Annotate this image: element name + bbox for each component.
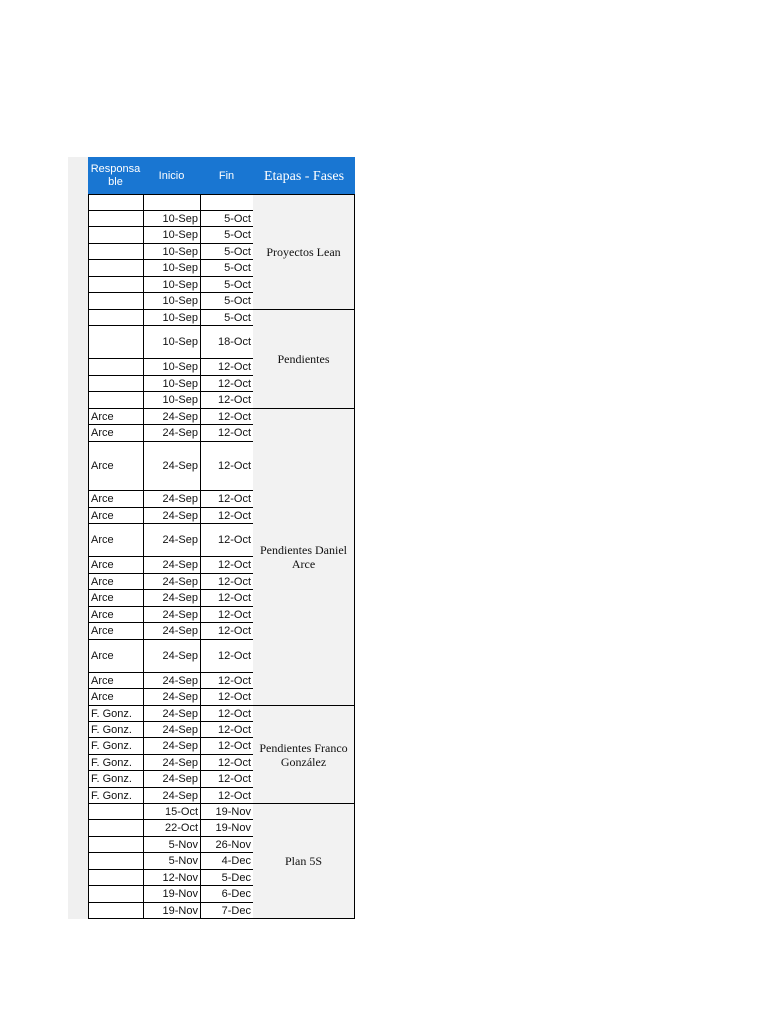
inicio-cell[interactable]: 24-Sep — [144, 409, 201, 424]
inicio-cell[interactable]: 24-Sep — [144, 491, 201, 507]
fin-cell[interactable]: 5-Oct — [201, 227, 254, 243]
responsable-cell[interactable] — [89, 837, 144, 852]
fin-cell[interactable]: 12-Oct — [201, 788, 254, 803]
responsable-cell[interactable]: Arce — [89, 640, 144, 672]
responsable-cell[interactable]: Arce — [89, 508, 144, 523]
fin-cell[interactable]: 5-Dec — [201, 870, 254, 885]
phase-column — [253, 195, 355, 919]
responsable-cell[interactable] — [89, 227, 144, 243]
table-row — [89, 623, 254, 640]
inicio-cell[interactable]: 10-Sep — [144, 310, 201, 325]
table-row — [89, 590, 254, 607]
table-row — [89, 722, 254, 738]
table-row — [89, 442, 254, 491]
inicio-cell[interactable]: 10-Sep — [144, 277, 201, 292]
responsable-cell[interactable]: Arce — [89, 689, 144, 705]
responsable-cell[interactable]: F. Gonz. — [89, 738, 144, 754]
fin-cell[interactable]: 12-Oct — [201, 409, 254, 424]
fin-cell[interactable]: 12-Oct — [201, 508, 254, 523]
fin-cell[interactable]: 6-Dec — [201, 886, 254, 902]
header-responsable: Responsa ble — [88, 157, 143, 195]
table-row — [89, 409, 254, 425]
inicio-cell[interactable] — [144, 195, 201, 210]
fin-cell[interactable]: 26-Nov — [201, 837, 254, 852]
table-row — [89, 771, 254, 788]
table-row — [89, 260, 254, 277]
inicio-cell[interactable]: 24-Sep — [144, 755, 201, 770]
phase-cell[interactable]: Pendientes Daniel Arce — [253, 409, 355, 706]
inicio-cell[interactable]: 19-Nov — [144, 886, 201, 902]
table-row — [89, 640, 254, 673]
fin-cell[interactable]: 12-Oct — [201, 673, 254, 688]
responsable-cell[interactable] — [89, 326, 144, 358]
inicio-cell[interactable]: 24-Sep — [144, 524, 201, 556]
inicio-cell[interactable]: 24-Sep — [144, 574, 201, 589]
fin-cell[interactable]: 12-Oct — [201, 640, 254, 672]
table-row — [89, 293, 254, 310]
table-row — [89, 359, 254, 376]
inicio-cell[interactable]: 24-Sep — [144, 689, 201, 705]
responsable-cell[interactable] — [89, 804, 144, 819]
inicio-cell[interactable]: 10-Sep — [144, 227, 201, 243]
responsable-cell[interactable] — [89, 277, 144, 292]
inicio-cell[interactable]: 24-Sep — [144, 738, 201, 754]
inicio-cell[interactable]: 24-Sep — [144, 508, 201, 523]
table-row — [89, 706, 254, 722]
fin-cell[interactable]: 12-Oct — [201, 623, 254, 639]
table-row — [89, 886, 254, 903]
inicio-cell[interactable]: 24-Sep — [144, 706, 201, 721]
phase-cell[interactable]: Plan 5S — [253, 804, 355, 919]
table-row — [89, 804, 254, 820]
header-inicio: Inicio — [143, 157, 200, 195]
row-gutter — [68, 157, 88, 919]
table-row — [89, 788, 254, 804]
table-row — [89, 903, 254, 919]
inicio-cell[interactable]: 10-Sep — [144, 392, 201, 408]
fin-cell[interactable]: 12-Oct — [201, 771, 254, 787]
inicio-cell[interactable]: 5-Nov — [144, 853, 201, 869]
fin-cell[interactable]: 12-Oct — [201, 557, 254, 573]
inicio-cell[interactable]: 22-Oct — [144, 820, 201, 836]
fin-cell[interactable]: 12-Oct — [201, 376, 254, 391]
table-row — [89, 310, 254, 326]
fin-cell[interactable]: 12-Oct — [201, 738, 254, 754]
responsable-cell[interactable]: Arce — [89, 425, 144, 441]
table-row — [89, 738, 254, 755]
responsable-cell[interactable]: Arce — [89, 491, 144, 507]
table-row — [89, 607, 254, 623]
table-row — [89, 870, 254, 886]
table-row — [89, 689, 254, 706]
table-row — [89, 508, 254, 524]
responsable-cell[interactable]: Arce — [89, 574, 144, 589]
table-row — [89, 227, 254, 244]
fin-cell[interactable]: 7-Dec — [201, 903, 254, 918]
inicio-cell[interactable]: 10-Sep — [144, 260, 201, 276]
responsable-cell[interactable] — [89, 211, 144, 226]
table-row — [89, 820, 254, 837]
table-row — [89, 425, 254, 442]
inicio-cell[interactable]: 24-Sep — [144, 771, 201, 787]
responsable-cell[interactable]: Arce — [89, 442, 144, 490]
inicio-cell[interactable]: 10-Sep — [144, 211, 201, 226]
inicio-cell[interactable]: 24-Sep — [144, 425, 201, 441]
inicio-cell[interactable]: 24-Sep — [144, 788, 201, 803]
inicio-cell[interactable]: 10-Sep — [144, 326, 201, 358]
fin-cell[interactable]: 5-Oct — [201, 211, 254, 226]
fin-cell[interactable]: 12-Oct — [201, 425, 254, 441]
responsable-cell[interactable]: Arce — [89, 590, 144, 606]
fin-cell[interactable]: 18-Oct — [201, 326, 254, 358]
responsable-cell[interactable]: F. Gonz. — [89, 755, 144, 770]
fin-cell[interactable]: 12-Oct — [201, 392, 254, 408]
table-row — [89, 755, 254, 771]
table-row — [89, 673, 254, 689]
responsable-cell[interactable]: Arce — [89, 623, 144, 639]
fin-cell[interactable]: 12-Oct — [201, 442, 254, 490]
fin-cell[interactable]: 5-Oct — [201, 277, 254, 292]
header-fin: Fin — [200, 157, 253, 195]
fin-cell[interactable]: 12-Oct — [201, 607, 254, 622]
responsable-cell[interactable] — [89, 376, 144, 391]
responsable-cell[interactable] — [89, 244, 144, 259]
responsable-cell[interactable]: F. Gonz. — [89, 771, 144, 787]
inicio-cell[interactable]: 10-Sep — [144, 376, 201, 391]
responsable-cell[interactable]: F. Gonz. — [89, 788, 144, 803]
inicio-cell[interactable]: 10-Sep — [144, 359, 201, 375]
responsable-cell[interactable] — [89, 853, 144, 869]
fin-cell[interactable]: 4-Dec — [201, 853, 254, 869]
fin-cell[interactable]: 19-Nov — [201, 820, 254, 836]
inicio-cell[interactable]: 5-Nov — [144, 837, 201, 852]
responsable-cell[interactable]: F. Gonz. — [89, 706, 144, 721]
table-row — [89, 326, 254, 359]
inicio-cell[interactable]: 15-Oct — [144, 804, 201, 819]
table-row — [89, 195, 254, 211]
fin-cell[interactable]: 12-Oct — [201, 755, 254, 770]
header-etapas-fases: Etapas - Fases — [253, 157, 355, 195]
inicio-cell[interactable]: 10-Sep — [144, 293, 201, 309]
fin-cell[interactable]: 5-Oct — [201, 310, 254, 325]
phase-cell[interactable]: Pendientes Franco González — [253, 706, 355, 804]
inicio-cell[interactable]: 24-Sep — [144, 623, 201, 639]
fin-cell[interactable] — [201, 195, 254, 210]
fin-cell[interactable]: 12-Oct — [201, 359, 254, 375]
responsable-cell[interactable] — [89, 870, 144, 885]
fin-cell[interactable]: 19-Nov — [201, 804, 254, 819]
phase-cell[interactable]: Pendientes — [253, 310, 355, 409]
table-row — [89, 574, 254, 590]
fin-cell[interactable]: 12-Oct — [201, 491, 254, 507]
responsable-cell[interactable]: Arce — [89, 409, 144, 424]
inicio-cell[interactable]: 12-Nov — [144, 870, 201, 885]
fin-cell[interactable]: 12-Oct — [201, 590, 254, 606]
responsable-cell[interactable]: F. Gonz. — [89, 722, 144, 737]
schedule-table — [88, 195, 254, 919]
inicio-cell[interactable]: 24-Sep — [144, 590, 201, 606]
inicio-cell[interactable]: 24-Sep — [144, 557, 201, 573]
fin-cell[interactable]: 12-Oct — [201, 722, 254, 737]
responsable-cell[interactable] — [89, 886, 144, 902]
table-row — [89, 277, 254, 293]
responsable-cell[interactable]: Arce — [89, 524, 144, 556]
fin-cell[interactable]: 12-Oct — [201, 689, 254, 705]
inicio-cell[interactable]: 19-Nov — [144, 903, 201, 918]
inicio-cell[interactable]: 24-Sep — [144, 673, 201, 688]
responsable-cell[interactable] — [89, 820, 144, 836]
fin-cell[interactable]: 12-Oct — [201, 706, 254, 721]
fin-cell[interactable]: 12-Oct — [201, 524, 254, 556]
inicio-cell[interactable]: 24-Sep — [144, 442, 201, 490]
table-row — [89, 557, 254, 574]
fin-cell[interactable]: 12-Oct — [201, 574, 254, 589]
table-row — [89, 211, 254, 227]
responsable-cell[interactable]: Arce — [89, 607, 144, 622]
fin-cell[interactable]: 5-Oct — [201, 293, 254, 309]
inicio-cell[interactable]: 24-Sep — [144, 640, 201, 672]
phase-cell[interactable]: Proyectos Lean — [253, 195, 355, 310]
table-row — [89, 392, 254, 409]
responsable-cell[interactable] — [89, 903, 144, 918]
responsable-cell[interactable] — [89, 293, 144, 309]
responsable-cell[interactable] — [89, 359, 144, 375]
inicio-cell[interactable]: 24-Sep — [144, 722, 201, 737]
responsable-cell[interactable] — [89, 260, 144, 276]
responsable-cell[interactable]: Arce — [89, 673, 144, 688]
responsable-cell[interactable] — [89, 195, 144, 210]
table-row — [89, 244, 254, 260]
responsable-cell[interactable] — [89, 310, 144, 325]
fin-cell[interactable]: 5-Oct — [201, 244, 254, 259]
responsable-cell[interactable]: Arce — [89, 557, 144, 573]
table-row — [89, 837, 254, 853]
table-row — [89, 853, 254, 870]
responsable-cell[interactable] — [89, 392, 144, 408]
table-row — [89, 376, 254, 392]
inicio-cell[interactable]: 24-Sep — [144, 607, 201, 622]
table-row — [89, 524, 254, 557]
fin-cell[interactable]: 5-Oct — [201, 260, 254, 276]
inicio-cell[interactable]: 10-Sep — [144, 244, 201, 259]
table-row — [89, 491, 254, 508]
